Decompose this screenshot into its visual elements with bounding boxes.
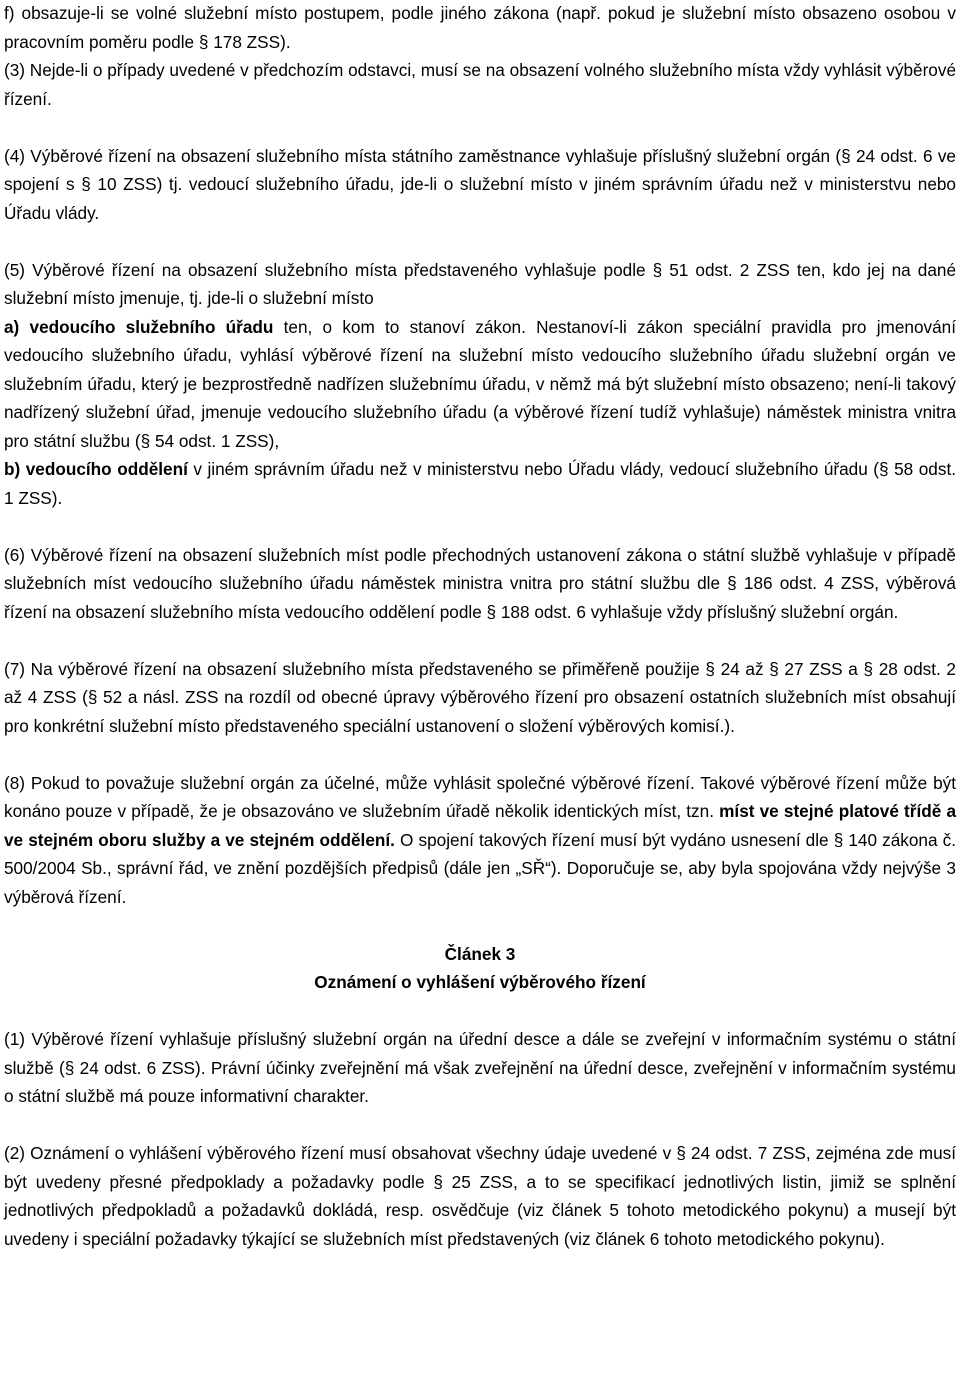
paragraph-text: (4) Výběrové řízení na obsazení služebního místa státního zaměstnance vyhlašuje příslušný služební orgán (§ 24 odst. 6 ve spojení s § 10 ZSS) tj. vedoucí služebního úřadu, jde-li o služební místo v jiném správním úřadu než v ministerstvu nebo Úřadu vlády.: [4, 145, 956, 223]
paragraph-text: (7) Na výběrové řízení na obsazení služebního místa představeného se přiměřeně použije § 24 až § 27 ZSS a § 28 odst. 2 až 4 ZSS (§ 52 a násl. ZSS na rozdíl od obecné úpravy výběrového řízení pro obsazení ostatních služebních míst obsahují pro konkrétní služební místo představeného speciální ustanovení o složení výběrových komisí.).: [4, 658, 956, 736]
paragraph-text: (8) Pokud to považuje služební orgán za účelné, může vyhlásit společné výběrové řízení. Takové výběrové řízení může být konáno pouze v případě, že je obsazováno ve služebním úřadě několik identických míst, tzn.: [4, 772, 956, 821]
paragraph-text: (5) Výběrové řízení na obsazení služebního místa představeného vyhlašuje podle § 51 odst. 2 ZSS ten, kdo jej na dané služební místo jmenuje, tj. jde-li o služební místo: [4, 259, 956, 308]
paragraph-text: (1) Výběrové řízení vyhlašuje příslušný služební orgán na úřední desce a dále se zveřejní v informačním systému o státní službě (§ 24 odst. 6 ZSS). Právní účinky zveřejnění má však zveřejnění na úřední desce, zveřejnění v informačním systému o státní službě má pouze informativní charakter.: [4, 1029, 956, 1106]
paragraph-7: [4, 655, 956, 741]
paragraph-6: [4, 541, 956, 627]
article-paragraph-1: [4, 1025, 956, 1111]
paragraph-text: f) obsazuje-li se volné služební místo postupem, podle jiného zákona (např. pokud je služební místo obsazeno osobou v pracovním poměru podle § 178 ZSS).: [4, 3, 956, 52]
article-heading: [4, 940, 956, 997]
item-b-text: v jiném správním úřadu než v ministerstvu nebo Úřadu vlády, vedoucí služebního úřadu (§ 58 odst. 1 ZSS).: [4, 459, 956, 508]
article-paragraph-2: [4, 1139, 956, 1253]
article-title: Oznámení o vyhlášení výběrového řízení: [314, 972, 646, 992]
article-number: Článek 3: [444, 943, 516, 964]
paragraph-8: [4, 769, 956, 912]
item-a-heading: a) vedoucího služebního úřadu: [4, 316, 274, 337]
paragraph-text: (3) Nejde-li o případy uvedené v předchozím odstavci, musí se na obsazení volného služebního místa vždy vyhlásit výběrové řízení.: [4, 60, 956, 109]
paragraph-text-continued: O spojení takových řízení musí být vydáno usnesení dle § 140 zákona č. 500/2004 Sb., správní řád, ve znění pozdějších předpisů (dále jen „SŘ“). Doporučuje se, aby byla spojována vždy nejvýše 3 výběrová řízení.: [4, 829, 956, 907]
item-b-heading: b) vedoucího oddělení: [4, 459, 188, 479]
paragraph-intro-f: [4, 0, 956, 56]
item-a-text: ten, o kom to stanoví zákon. Nestanoví-li zákon speciální pravidla pro jmenování vedoucího služebního úřadu, vyhlásí výběrové řízení na služební místo vedoucího služebního úřadu služební orgán ve služebním úřadu, který je bezprostředně nadřízen služebnímu úřadu, v němž má být služební místo obsazeno; není-li takový nadřízený služební úřad, jmenuje vedoucího služebního úřadu (a výběrové řízení tudíž vyhlašuje) náměstek ministra vnitra pro státní službu (§ 54 odst. 1 ZSS),: [4, 316, 956, 451]
paragraph-bold-text: míst ve stejné platové třídě a ve stejném oboru služby a ve stejném oddělení.: [4, 801, 957, 850]
paragraph-text: (2) Oznámení o vyhlášení výběrového řízení musí obsahovat všechny údaje uvedené v § 24 odst. 7 ZSS, zejména zde musí být uvedeny přesné předpoklady a požadavky podle § 25 ZSS, a to se specifikací jednotlivých listin, jimiž se splnění jednotlivých předpokladů a požadavků dokládá, resp. osvědčuje (viz článek 5 tohoto metodického pokynu) a musejí být uvedeny i speciální požadavky týkající se služebních míst představených (viz článek 6 tohoto metodického pokynu).: [4, 1143, 956, 1249]
paragraph-text: (6) Výběrové řízení na obsazení služebních míst podle přechodných ustanovení zákona o státní službě vyhlašuje v případě služebních míst vedoucího služebního úřadu náměstek ministra vnitra pro státní službu dle § 186 odst. 4 ZSS, výběrová řízení na obsazení služebního místa vedoucího oddělení podle § 188 odst. 6 vyhlašuje vždy příslušný služební orgán.: [4, 544, 956, 622]
paragraph-5: [4, 256, 956, 513]
paragraph-3: [4, 56, 956, 113]
paragraph-4: [4, 142, 956, 228]
